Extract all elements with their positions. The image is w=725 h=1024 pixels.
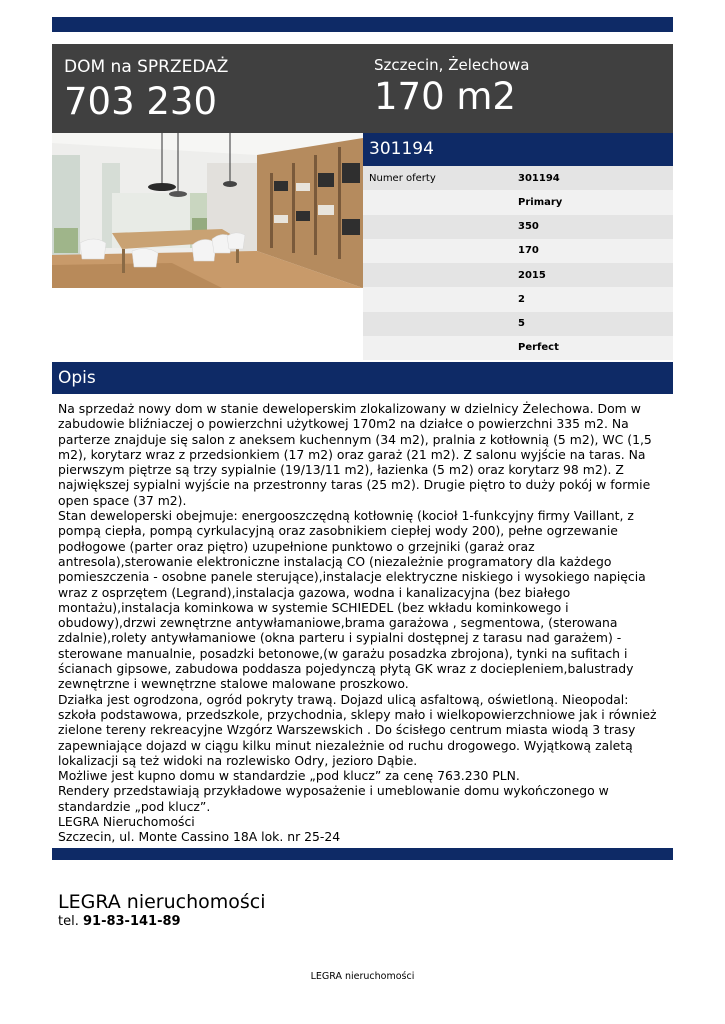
detail-row — [363, 263, 673, 287]
phone-label: tel. — [58, 914, 79, 929]
detail-value: Primary — [518, 196, 563, 208]
detail-label: Numer oferty — [369, 172, 436, 184]
agency-phone — [58, 913, 181, 930]
description-paragraph: Działka jest ogrodzona, ogród pokryty trawą. Dojazd ulicą asfaltową, oświetloną. Nieopodal: szkoła podstawowa, przedszkole, przychodnia, sklepy mało i wielkopowierzchniowe jak i również zielone tereny rekreacyjne Wzgórz Warszewskich . Do ścisłego centrum miasta wiodą 3 trasy zapewniające dojazd w ciągu kilku minut niezależnie od ruchu drogowego. Wyjątkową zaletą lokalizacji są też widoki na rozlewisko Odry, jezioro Dąbie. — [58, 691, 657, 768]
detail-row — [363, 190, 673, 214]
offer-id-heading — [363, 133, 673, 166]
description-paragraph: LEGRA Nieruchomości — [58, 814, 195, 830]
detail-row — [363, 166, 673, 190]
property-price: 703 230 — [64, 80, 218, 123]
property-area: 170 m2 — [374, 75, 516, 118]
detail-row — [363, 287, 673, 311]
detail-value: 2 — [518, 293, 525, 305]
description-heading — [52, 362, 673, 394]
description-body — [58, 401, 670, 845]
detail-value: 2015 — [518, 269, 546, 281]
property-location: Szczecin, Żelechowa — [374, 56, 530, 74]
top-bar — [52, 17, 673, 32]
detail-row — [363, 239, 673, 263]
header-left — [64, 56, 228, 124]
detail-value: 170 — [518, 245, 539, 257]
bottom-bar — [52, 848, 673, 860]
header-right — [374, 55, 530, 119]
description-paragraph: Rendery przedstawiają przykładowe wyposażenie i umeblowanie domu wykończonego w standardzie „pod klucz”. — [58, 783, 609, 814]
detail-row — [363, 215, 673, 239]
detail-value: 301194 — [518, 172, 560, 184]
detail-row — [363, 312, 673, 336]
description-paragraph: Stan deweloperski obejmuje: energooszczędną kotłownię (kocioł 1-funkcyjny firmy Vaillant, z pompą ciepła, pompą cyrkulacyjną oraz zasobnikiem ciepłej wody 200), pełne ogrzewanie podłogowe (parter oraz piętro) uzupełnione punktowo o grzejniki (garaż oraz antresola),sterowanie elektroniczne instalacją CO (niezależnie programatory dla każdego pomieszczenia - osobne panele sterujące),instalacje elektryczne niskiego i wysokiego napięcia wraz z osprzętem (Legrand),instalacja gazowa, wodna i kanalizacyjna (bez białego montażu),instalacja kominkowa w systemie SCHIEDEL (bez wkładu kominkowego i obudowy),drzwi zewnętrzne antywłamaniowe,brama garażowa , segmentowa, (sterowana zdalnie),rolety antywłamaniowe (okna parteru i sypialni dostępnej z tarasu nad garażem) - sterowane manualnie, posadzki betonowe,(w garażu posadzka zbrojona), tynki na sufitach i ścianach gipsowe, zabudowa poddasza pojedynczą płytą GK wraz z dociepleniem,balustrady zewnętrzne i wewnętrzne stalowe malowane proszkowo. — [58, 508, 646, 692]
description-paragraph: Szczecin, ul. Monte Cassino 18A lok. nr 25-24 — [58, 829, 341, 845]
property-photo — [52, 133, 363, 288]
property-type: DOM na SPRZEDAŻ — [64, 57, 229, 77]
phone-number: 91-83-141-89 — [82, 914, 181, 929]
offer-details-table — [363, 166, 673, 360]
detail-value: Perfect — [518, 342, 559, 354]
listing-header — [52, 44, 673, 133]
description-paragraph: Możliwe jest kupno domu w standardzie „pod klucz” za cenę 763.230 PLN. — [58, 768, 520, 784]
agency-name: LEGRA nieruchomości — [58, 891, 266, 913]
page-footer: LEGRA nieruchomości — [310, 971, 415, 982]
description-paragraph: Na sprzedaż nowy dom w stanie deweloperskim zlokalizowany w dzielnicy Żelechowa. Dom w zabudowie bliźniaczej o powierzchni użytkowej 170m2 na działce o powierzchni 335 m2. Na parterze znajduje się salon z aneksem kuchennym (34 m2), pralnia z kotłownią (5 m2), WC (1,5 m2), korytarz wraz z przedsionkiem (17 m2) oraz garaż (21 m2). Z salonu wyjście na taras. Na pierwszym piętrze są trzy sypialnie (19/13/11 m2), łazienka (5 m2) oraz korytarz 98 m2). Z największej sypialni wyjście na przestronny taras (25 m2). Drugie piętro to duży pokój w formie open space (37 m2). — [58, 401, 652, 508]
description-title: Opis — [58, 368, 96, 388]
detail-value: 350 — [518, 221, 539, 233]
detail-value: 5 — [518, 318, 525, 330]
detail-row — [363, 336, 673, 360]
offer-id: 301194 — [369, 139, 434, 159]
